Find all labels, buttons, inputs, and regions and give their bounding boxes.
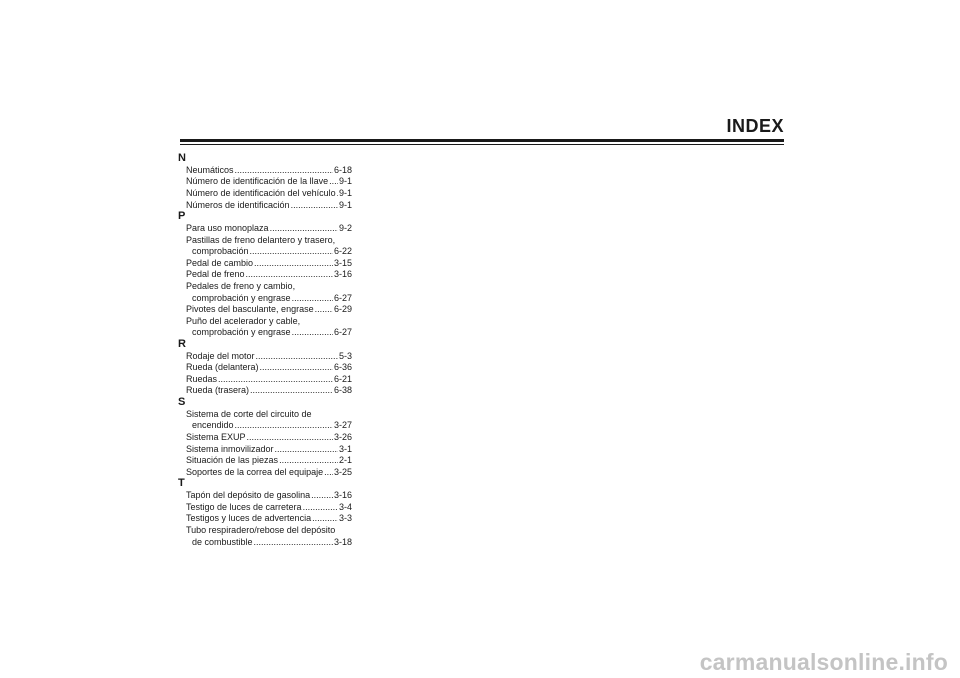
entry-line (186, 537, 352, 549)
header-rule-thick (180, 139, 784, 142)
entry-line (186, 304, 352, 316)
section-letter: N (178, 152, 186, 164)
page-number: 9-2 (338, 222, 352, 233)
entry-text: Tubo respiradero/rebose del depósito (186, 525, 336, 536)
dot-leader (270, 223, 338, 235)
entry-line (186, 246, 352, 258)
page-number: 3-16 (333, 490, 352, 501)
entry-text: Rueda (delantera) (186, 362, 259, 373)
entry-line (186, 327, 352, 339)
entry-line (186, 374, 352, 386)
index-entry (178, 490, 352, 502)
entry-text: Para uso monoplaza (186, 222, 269, 233)
entry-line (186, 444, 352, 456)
index-entry (178, 432, 352, 444)
entry-text: Sistema inmovilizador (186, 443, 274, 454)
page-number: 3-25 (333, 466, 352, 477)
entry-text: Pastillas de freno delantero y trasero, (186, 234, 336, 245)
entry-text: Número de identificación del vehículo (186, 187, 336, 198)
entry-text: Pedal de cambio (186, 257, 254, 268)
entry-text: Neumáticos (186, 164, 234, 175)
entry-text: Sistema EXUP (186, 432, 246, 443)
dot-leader (260, 362, 333, 374)
page-number: 3-3 (338, 513, 352, 524)
index-entry (178, 455, 352, 467)
index-entry (178, 281, 352, 304)
index-entry (178, 362, 352, 374)
page-number: 6-21 (333, 373, 352, 384)
entry-text: Tapón del depósito de gasolina (186, 490, 311, 501)
index-entry (178, 513, 352, 525)
index-entry (178, 467, 352, 479)
page-number: 6-36 (333, 362, 352, 373)
index-entry (178, 188, 352, 200)
index-column (178, 153, 352, 548)
section-letter: P (178, 210, 186, 223)
dot-leader (254, 258, 333, 270)
index-entry (178, 316, 352, 339)
dot-leader (246, 269, 333, 281)
index-entry (178, 502, 352, 514)
dot-leader (218, 374, 333, 386)
index-entry (178, 385, 352, 397)
entry-text: comprobación y engrase (192, 292, 291, 303)
entry-line (186, 188, 352, 200)
index-entry (178, 165, 352, 177)
page-number: 6-27 (333, 327, 352, 338)
entry-line (186, 432, 352, 444)
watermark: carmanualsonline.info (699, 649, 948, 675)
entry-text: comprobación y engrase (192, 327, 291, 338)
entry-text: Rueda (trasera) (186, 385, 250, 396)
dot-leader (291, 200, 338, 212)
entry-line (186, 455, 352, 467)
index-entry (178, 409, 352, 432)
entry-text: Número de identificación de la llave (186, 176, 329, 187)
header-rule-thin (180, 144, 784, 145)
section-letter: T (178, 477, 185, 490)
index-entry (178, 176, 352, 188)
page-number: 3-18 (333, 536, 352, 547)
page-number: 2-1 (338, 455, 352, 466)
entry-line (186, 200, 352, 212)
page-number: 3-1 (338, 443, 352, 454)
page-number: 3-16 (333, 269, 352, 280)
dot-leader (250, 385, 333, 397)
dot-leader (254, 537, 333, 549)
entry-line (186, 362, 352, 374)
entry-text: comprobación (192, 246, 249, 257)
entry-text: Pedal de freno (186, 269, 245, 280)
entry-text: Pedales de freno y cambio, (186, 280, 296, 291)
entry-text: Situación de las piezas (186, 455, 279, 466)
entry-text: de combustible (192, 536, 253, 547)
page-number: 9-1 (338, 199, 352, 210)
page-number: 6-22 (333, 246, 352, 257)
dot-leader (311, 490, 333, 502)
index-entry (178, 223, 352, 235)
page-number: 3-4 (338, 501, 352, 512)
entry-line (186, 351, 352, 363)
dot-leader (312, 513, 338, 525)
entry-line (186, 513, 352, 525)
index-entry (178, 258, 352, 270)
entry-text: Pivotes del basculante, engrase (186, 304, 314, 315)
dot-leader (315, 304, 333, 316)
entry-text: Rodaje del motor (186, 350, 255, 361)
index-entry (178, 351, 352, 363)
entry-text: Ruedas (186, 373, 218, 384)
dot-leader (247, 432, 333, 444)
dot-leader (235, 420, 333, 432)
page-number: 3-15 (333, 257, 352, 268)
entry-text: Soportes de la correa del equipaje (186, 466, 324, 477)
page-number: 9-1 (338, 176, 352, 187)
entry-line (186, 223, 352, 235)
dot-leader (275, 444, 338, 456)
entry-line (186, 502, 352, 514)
entry-line (186, 467, 352, 479)
entry-line (186, 420, 352, 432)
entry-text: Números de identificación (186, 199, 290, 210)
index-entry (178, 269, 352, 281)
index-entry (178, 374, 352, 386)
index-entry (178, 444, 352, 456)
entry-line (186, 385, 352, 397)
page-number: 6-27 (333, 292, 352, 303)
entry-line (186, 258, 352, 270)
page-number: 6-29 (333, 304, 352, 315)
entry-line (186, 293, 352, 305)
page-title: INDEX (726, 116, 784, 136)
dot-leader (279, 455, 338, 467)
dot-leader (329, 176, 338, 188)
dot-leader (292, 293, 333, 305)
dot-leader (256, 351, 338, 363)
entry-line (186, 176, 352, 188)
page-number: 5-3 (338, 350, 352, 361)
page-number: 3-27 (333, 420, 352, 431)
index-entry (178, 525, 352, 548)
index-entry (178, 304, 352, 316)
section-letter: R (178, 337, 186, 350)
entry-text: Puño del acelerador y cable, (186, 315, 301, 326)
index-entry (178, 200, 352, 212)
page-number: 3-26 (333, 432, 352, 443)
dot-leader (250, 246, 333, 258)
dot-leader (235, 165, 333, 177)
dot-leader (303, 502, 338, 514)
page-number: 6-38 (333, 385, 352, 396)
entry-line (186, 269, 352, 281)
entry-line (186, 165, 352, 177)
entry-text: Testigos y luces de advertencia (186, 513, 312, 524)
page-number: 9-1 (338, 187, 352, 198)
section-letter: S (178, 396, 186, 409)
dot-leader (337, 188, 338, 200)
index-entry (178, 235, 352, 258)
dot-leader (292, 327, 333, 339)
entry-text: encendido (192, 420, 234, 431)
entry-line (186, 490, 352, 502)
entry-text: Sistema de corte del circuito de (186, 408, 312, 419)
page-number: 6-18 (333, 164, 352, 175)
entry-text: Testigo de luces de carretera (186, 501, 302, 512)
dot-leader (324, 467, 333, 479)
